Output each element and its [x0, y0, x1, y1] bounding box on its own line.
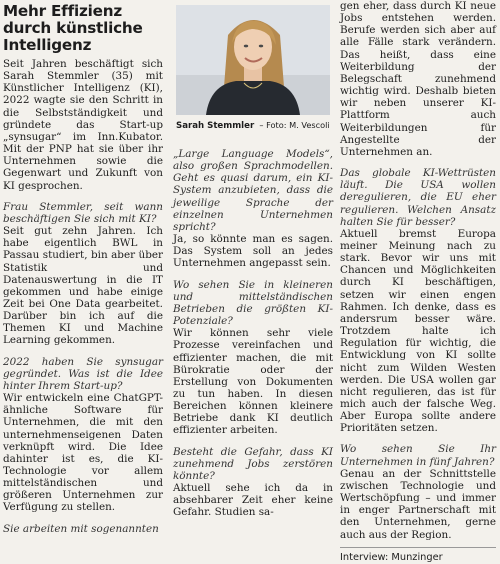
portrait-photo — [176, 5, 330, 115]
column-2 — [173, 148, 333, 519]
column-3 — [340, 0, 496, 564]
question-2: 2022 haben Sie synsugar gegründet. Was ist die Idee hinter Ihrem Start-up? — [3, 355, 163, 392]
question-3-start: Sie arbeiten mit sogenannten — [3, 522, 159, 535]
divider — [340, 547, 496, 548]
article-title: Mehr Effizienz durch künstliche Intelligenz — [3, 2, 143, 54]
question-6: Das globale KI-Wettrüsten läuft. Die USA wollen deregulieren, die EU eher regulieren. Welchen Ansatz halten Sie für besser? — [340, 167, 496, 228]
answer-2: Wir entwickeln eine ChatGPT-ähnliche Software für Unternehmen, die mit den unternehmenseigenen Daten verknüpft wird. Die Idee dahinter ist es, die KI-Technologie vor allem mittelständischen und größeren Unternehmen zur Verfügung zu stellen. — [3, 392, 163, 514]
question-3-continued: „Large Language Models“, also großen Sprachmodellen. Geht es quasi darum, ein KI-System anzubieten, dass die jeweilige Sprache der einzelnen Unternehmen spricht? — [173, 148, 333, 233]
question-5: Besteht die Gefahr, dass KI zunehmend Jobs zerstören könnte? — [173, 445, 333, 482]
photo-source: – Foto: M. Vescoli — [259, 120, 330, 130]
portrait-illustration — [176, 5, 330, 115]
answer-3: Ja, so könnte man es sagen. Das System soll an jedes Unternehmen angepasst sein. — [173, 233, 333, 270]
article-intro: Seit Jahren beschäftigt sich Sarah Stemmler (35) mit Künstlicher Intelligenz (KI), 2022 wagte sie den Schritt in die Selbstständigkeit und gründete das Start-up „synsugar“ im Inn.Kubator. Mit der PNP hat sie über ihr Unternehmen sowie die Gegenwart und Zukunft von KI gesprochen. — [3, 58, 163, 192]
photo-name: Sarah Stemmler — [176, 121, 255, 131]
question-1: Frau Stemmler, seit wann beschäftigen Sie sich mit KI? — [3, 200, 163, 225]
answer-4: Wir können sehr viele Prozesse vereinfachen und effizienter machen, die mit Bürokratie oder der Erstellung von Dokumenten zu tun haben. In diesen Bereichen können kleinere Betriebe dank KI deutlich effizienter arbeiten. — [173, 327, 333, 437]
interview-credit: Interview: Munzinger — [340, 551, 443, 563]
answer-5-continued: gen eher, dass durch KI neue Jobs entstehen werden. Berufe werden sich aber auf alle Fälle stark verändern. Das heißt, dass eine Weiterbildung der Belegschaft zunehmend wichtig wird. Deshalb bieten wir neben unserer KI-Plattform auch Weiterbildungen für Angestellte der Unternehmen an. — [340, 0, 496, 158]
answer-1: Seit gut zehn Jahren. Ich habe eigentlich BWL in Passau studiert, bin aber über Statistik und Datenauswertung in die IT gekommen und habe einige Zeit bei One Data gearbeitet. Darüber bin ich auf die Themen KI und Machine Learning gekommen. — [3, 225, 163, 347]
question-4: Wo sehen Sie in kleineren und mittelständischen Betrieben die größten KI-Potenziale? — [173, 278, 333, 328]
photo-caption — [176, 120, 332, 131]
answer-6: Aktuell bremst Europa meiner Meinung nach zu stark. Bevor wir uns mit Chancen und Möglichkeiten durch KI beschäftigen, setzen wir einen engen Rahmen. Ich denke, dass es andersrum besser wäre. Trotzdem halte ich Regulation für wichtig, die Entwicklung von KI sollte nicht zum Wilden Westen werden. Die USA wollen gar nicht regulieren, das ist für mich auch der falsche Weg. Aber Europa sollte andere Prioritäten setzen. — [340, 227, 496, 435]
answer-7: Genau an der Schnittstelle zwischen Technologie und Wertschöpfung – und immer in enger Partnerschaft mit den Unternehmen, gerne auch aus der Region. — [340, 467, 496, 541]
answer-5-start: Aktuell sehe ich da in absehbarer Zeit eher keine Gefahr. Studien sa- — [173, 482, 333, 519]
question-7: Wo sehen Sie Ihr Unternehmen in fünf Jahren? — [340, 443, 496, 468]
